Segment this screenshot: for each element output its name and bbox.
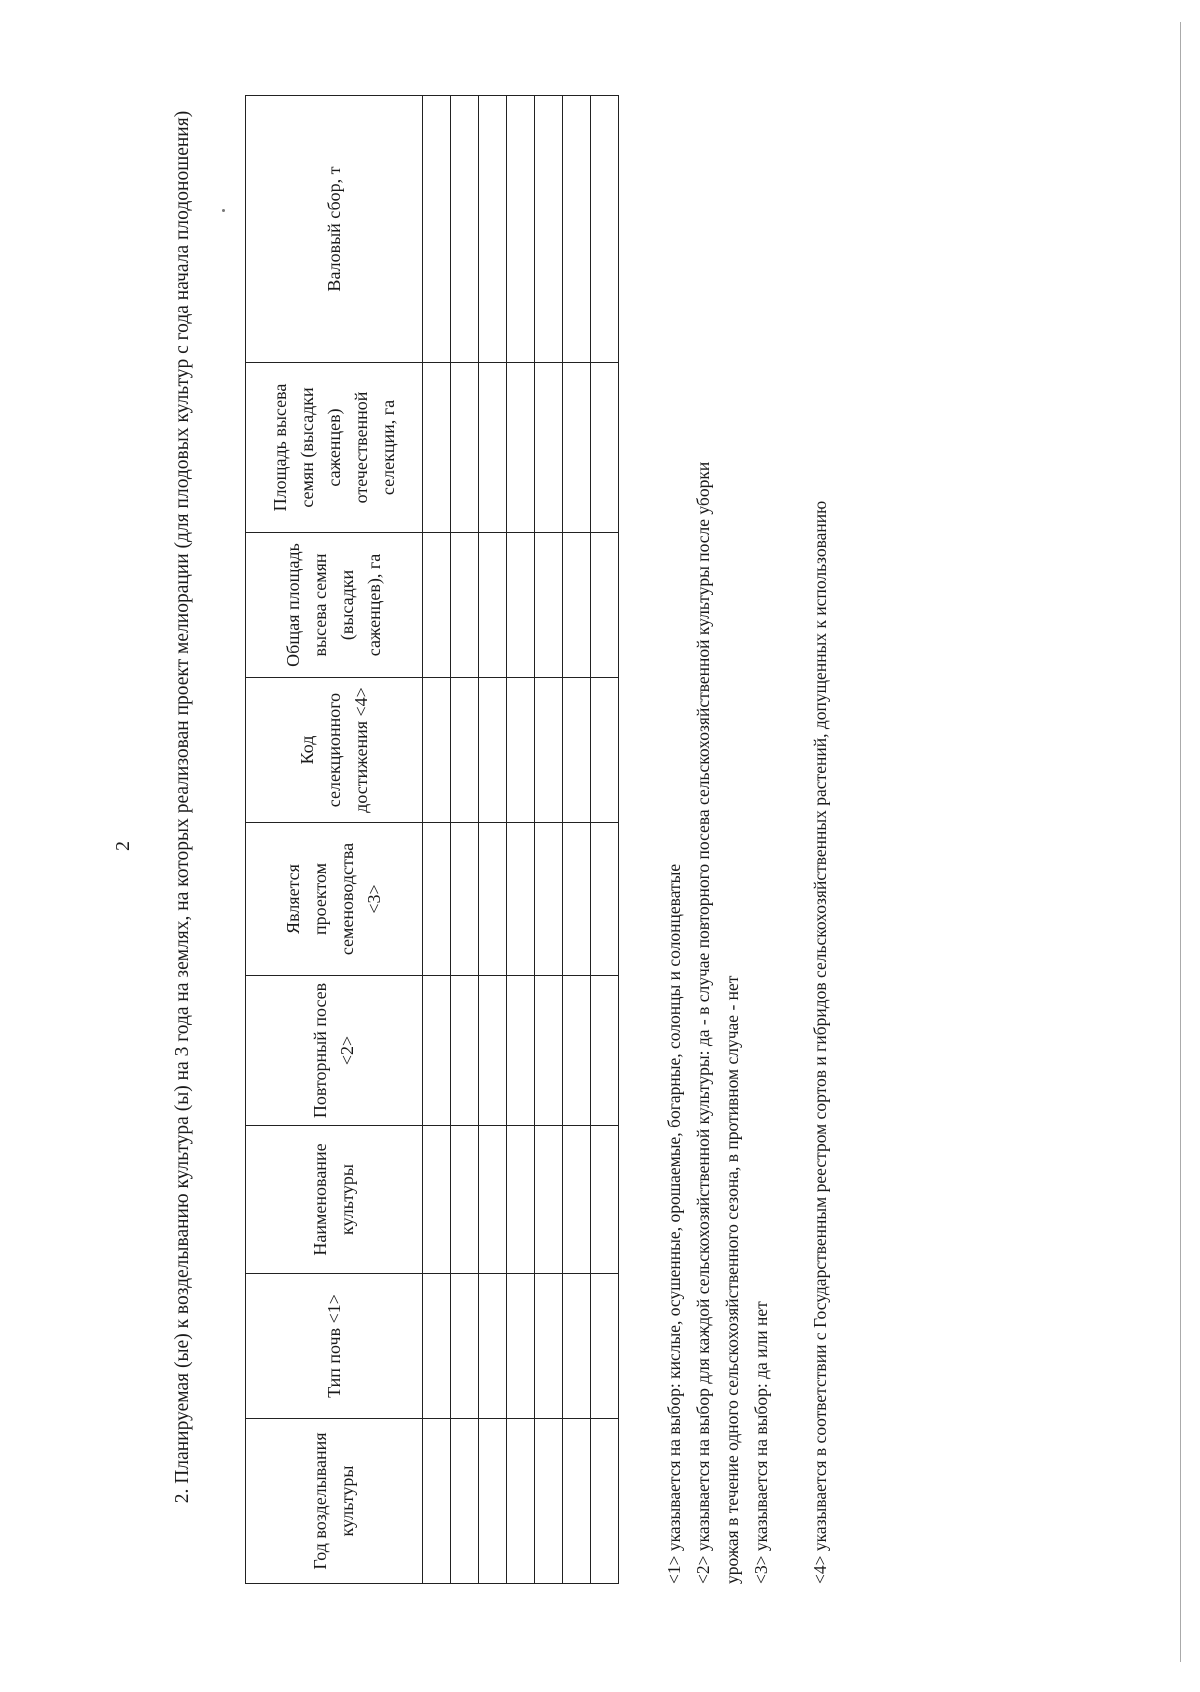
section-title: 2. Планируемая (ые) к возделыванию культура (ы) на 3 года на землях, на которых реализован проект мелиорации (для плодовых культур с года начала плодоношения) (172, 110, 193, 1504)
table-cell (507, 363, 535, 533)
table-cell (451, 976, 479, 1126)
table-cell (507, 96, 535, 363)
table-cell (451, 678, 479, 823)
footnote-2: <2> указывается на выбор для каждой сельскохозяйственной культуры: да - в случае повторного посева сельскохозяйственной культуры после уборки (693, 461, 713, 1584)
table-cell (535, 976, 563, 1126)
table-row (591, 96, 619, 1584)
table-cell (479, 976, 507, 1126)
table-cell (507, 678, 535, 823)
table-row (423, 96, 451, 1584)
table-cell (591, 1126, 619, 1274)
table-cell (423, 1419, 451, 1584)
footnote-4: <4> указывается в соответствии с Государственным реестром сортов и гибридов сельскохозяйственных растений, допущенных к использованию (810, 500, 830, 1584)
table-cell (563, 823, 591, 976)
header-seed-project: Является проектом семеноводства <3> (246, 823, 423, 976)
table-cell (507, 533, 535, 678)
footnote-1: <1> указывается на выбор: кислые, осушенные, орошаемые, богарные, солонцы и солонцеватые (664, 863, 684, 1584)
table-cell (535, 678, 563, 823)
table-cell (507, 1419, 535, 1584)
table-cell (423, 96, 451, 363)
header-gross-yield: Валовый сбор, т (246, 96, 423, 363)
header-year: Год возделывания культуры (246, 1419, 423, 1584)
table-cell (591, 363, 619, 533)
table-cell (507, 1274, 535, 1419)
table-cell (563, 96, 591, 363)
page-number: 2 (112, 841, 134, 851)
table-cell (563, 976, 591, 1126)
footnote-2-continued: урожая в течение одного сельскохозяйственного сезона, в противном случае - нет (722, 975, 742, 1584)
scan-speck (222, 209, 225, 212)
table-header-row (246, 96, 423, 1584)
table-cell (479, 533, 507, 678)
table-cell (535, 1419, 563, 1584)
table-cell (451, 823, 479, 976)
table-cell (535, 533, 563, 678)
table-row (535, 96, 563, 1584)
table-cell (591, 533, 619, 678)
table-cell (591, 1419, 619, 1584)
table-cell (563, 363, 591, 533)
table-cell (423, 1274, 451, 1419)
table-cell (535, 823, 563, 976)
crop-plan-table (245, 95, 619, 1584)
header-total-area: Общая площадь высева семян (высадки саженцев), га (246, 533, 423, 678)
table-cell (591, 96, 619, 363)
table-cell (479, 1274, 507, 1419)
table-cell (479, 1419, 507, 1584)
table-cell (535, 1126, 563, 1274)
table-cell (423, 1126, 451, 1274)
table-cell (535, 363, 563, 533)
table-cell (591, 823, 619, 976)
table-row (507, 96, 535, 1584)
table-cell (563, 678, 591, 823)
table-row (479, 96, 507, 1584)
table-cell (563, 1126, 591, 1274)
header-domestic-area: Площадь высева семян (высадки саженцев) отечественной селекции, га (246, 363, 423, 533)
table-cell (479, 1126, 507, 1274)
header-crop-name: Наименование культуры (246, 1126, 423, 1274)
table-cell (591, 1274, 619, 1419)
header-selection-code: Код селекционного достижения <4> (246, 678, 423, 823)
table-cell (479, 96, 507, 363)
table-cell (479, 678, 507, 823)
table-cell (479, 823, 507, 976)
table-cell (451, 96, 479, 363)
table-body (423, 96, 619, 1584)
table-cell (451, 1274, 479, 1419)
footnotes (660, 84, 835, 1584)
table-cell (423, 363, 451, 533)
table-cell (423, 678, 451, 823)
table-cell (451, 1419, 479, 1584)
table-cell (535, 96, 563, 363)
table-cell (563, 1274, 591, 1419)
table-cell (591, 678, 619, 823)
table-cell (423, 533, 451, 678)
table-cell (479, 363, 507, 533)
table-cell (507, 976, 535, 1126)
table-cell (591, 976, 619, 1126)
table-cell (423, 976, 451, 1126)
scan-edge-line (1180, 22, 1181, 1662)
table-cell (451, 363, 479, 533)
table-cell (451, 533, 479, 678)
table-cell (507, 823, 535, 976)
table-cell (563, 1419, 591, 1584)
header-soil-type: Тип почв <1> (246, 1274, 423, 1419)
table-cell (535, 1274, 563, 1419)
header-repeat-sowing: Повторный посев <2> (246, 976, 423, 1126)
footnote-3: <3> указывается на выбор: да или нет (751, 1301, 771, 1584)
table-row (563, 96, 591, 1584)
table-row (451, 96, 479, 1584)
table-cell (563, 533, 591, 678)
table-cell (423, 823, 451, 976)
table-cell (507, 1126, 535, 1274)
table-cell (451, 1126, 479, 1274)
